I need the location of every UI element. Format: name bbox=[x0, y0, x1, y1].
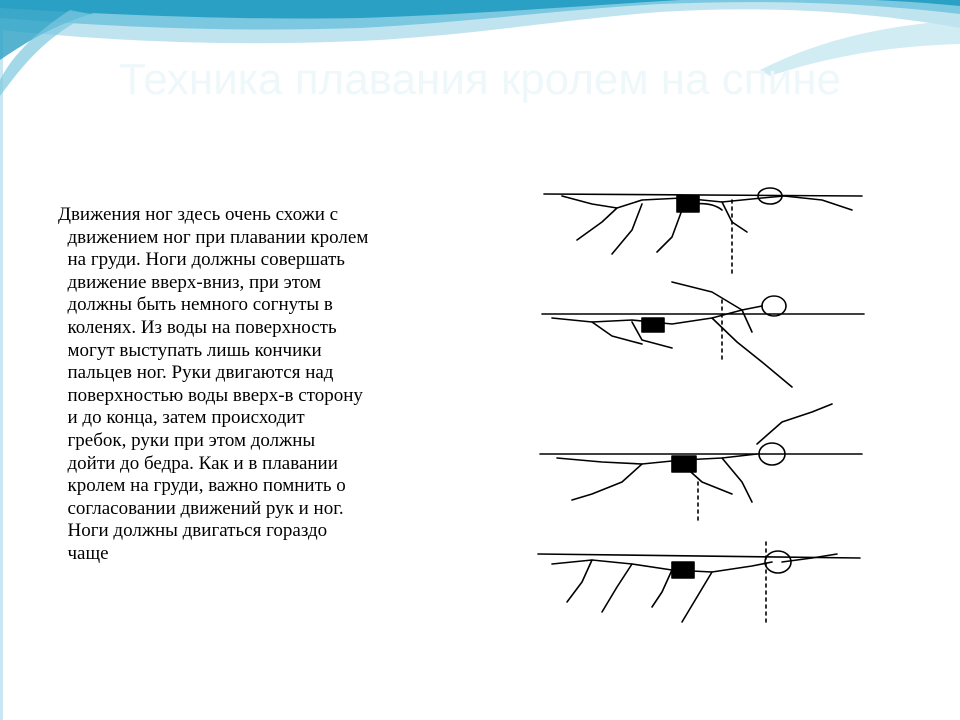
slide-title: Техника плавания кролем на спине bbox=[119, 55, 841, 104]
body-paragraph: Движения ног здесь очень схожи с движением ног при плавании кролем на груди. Ноги должны совершать движение вверх-вниз, при этом должны быть немного согнуты в коленях. Из воды на поверхность могут выступать лишь кончики пальцев ног. Руки двигаются над поверхностью воды вверх-в сторону и до конца, затем происходит гребок, руки при этом должны дойти до бедра. Как и в плавании кролем на груди, важно помнить о согласовании движений рук и ног. Ноги должны двигаться гораздо чаще bbox=[58, 204, 369, 564]
swimmer-figure-4 bbox=[538, 542, 860, 622]
swimmer-figure-2 bbox=[542, 282, 864, 387]
swimmer-figure-3 bbox=[540, 404, 862, 522]
swimmer-figure-1 bbox=[544, 188, 862, 274]
backstroke-swimmer-sequence-illustration bbox=[522, 182, 884, 642]
